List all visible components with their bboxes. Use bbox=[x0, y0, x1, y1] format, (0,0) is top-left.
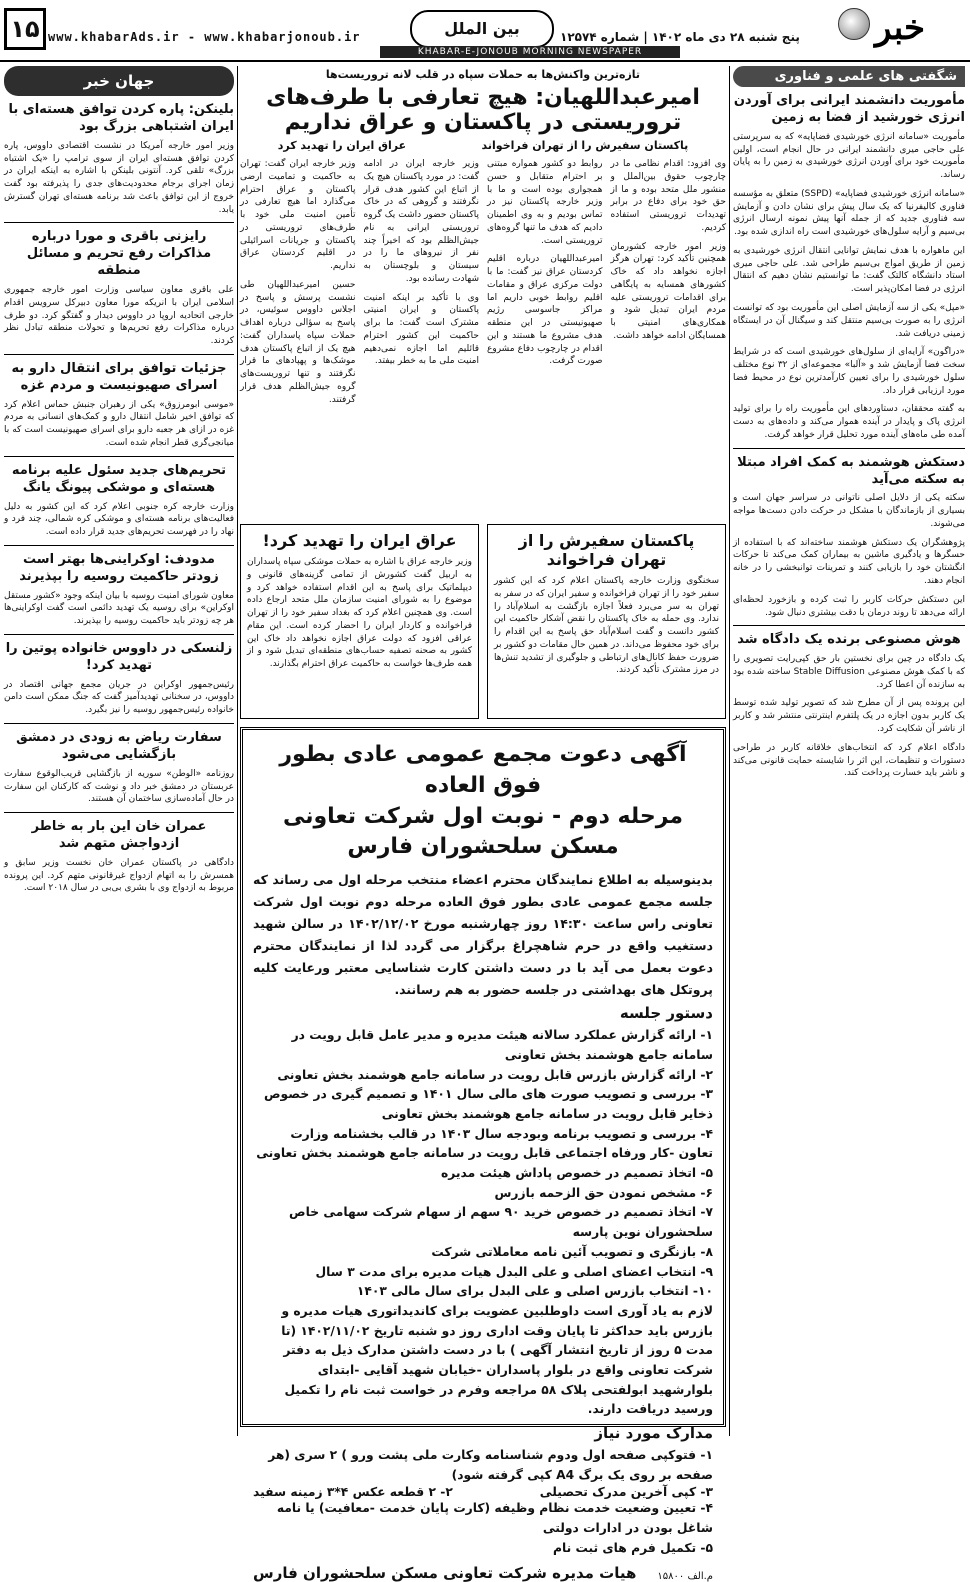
main-story bbox=[240, 66, 726, 1582]
article-paragraph: پژوهشگران یک دستکش هوشمند ساخته‌اند که با استفاده از حسگرها و یادگیری ماشین به بیماران کمک می‌کند تا حرکات انگشتان خود را بازیابی کنند و تمرینات توانبخشی را در خانه انجام دهند. bbox=[733, 537, 965, 586]
agenda-title: دستور جلسه bbox=[619, 1004, 713, 1023]
news-box bbox=[240, 524, 479, 719]
article-paragraph: این پرونده پس از آن مطرح شد که تصویر تولید شده توسط یک کاربر بدون اجازه در یک پلتفرم اینترنتی منتشر شد و کاربر از ناشر آن شکایت کرد. bbox=[733, 698, 965, 735]
article-paragraph: یک دادگاه در چین برای نخستین بار حق کپی‌رایت تصویری را که با کمک هوش مصنوعی Stable Diffusion ساخته شده بود به سازنده آن اعطا کرد. bbox=[733, 654, 965, 690]
website-links[interactable]: www.khabarAds.ir - www.khabarjonoub.ir bbox=[48, 30, 361, 44]
news-text: «موسی ابومرزوق» یکی از رهبران جنبش حماس اعلام کرد که توافق اخیر شامل انتقال دارو و کمک‌های انسانی به مردم غزه در ازای هر جعبه دارو برای اسرای صهیونیست است که با میانجی‌گری قطر انجام شده است. bbox=[4, 399, 234, 448]
ad-signature: هیات مدیره شرکت تعاونی مسکن سلحشوران فارس bbox=[253, 1564, 637, 1582]
article-paragraph: این دستکش حرکات کاربر را ثبت کرده و بازخورد لحظه‌ای ارائه می‌دهد تا روند درمان با دقت بیشتری دنبال شود. bbox=[733, 594, 965, 618]
subhead: پاکستان سفیرش را از تهران فراخواند bbox=[481, 139, 689, 152]
agenda-item: ۳- بررسی و تصویب صورت های مالی سال ۱۴۰۱ و تصمیم گیری در خصوص ذخایر قابل رویت در سامانه جامع هوشمند بخش تعاونی bbox=[263, 1087, 713, 1122]
divider bbox=[4, 456, 234, 457]
science-band: شگفتی های علمی و فناوری bbox=[733, 66, 965, 87]
box-title: پاکستان سفیرش را از تهران فراخواند bbox=[518, 531, 695, 569]
agenda-item: ۴- بررسی و تصویب برنامه وبودجه سال ۱۴۰۳ در قالب بخشنامه وزارت تعاون -کار ورفاه اجتماعی قابل رویت در سامانه جامع هوشمند بخش تعاونی bbox=[256, 1126, 713, 1161]
story-paragraph: امیرعبداللهیان درباره اقلیم کردستان عراق نیز گفت: ما با دولت مرکزی عراق و مقامات اقلیم روابط خوبی داریم اما مراکز جاسوسی رژیم صهیونیستی در این منطقه هدف مشروع ما هستند و این اقدام در چارچوب دفاع مشروع صورت گرفت. bbox=[487, 254, 603, 367]
page-number: ۱۵ bbox=[4, 8, 46, 50]
masthead bbox=[0, 0, 970, 60]
news-title: بلینکن: پاره کردن توافق هسته‌ای با ایران اشتباهی بزرگ بود bbox=[8, 102, 234, 134]
story-paragraph: وی افزود: اقدام نظامی ما در چارچوب حقوق بین‌الملل و منشور ملل متحد بوده و ما از حق خود برای دفاع در برابر تهدیدات تروریستی استفاده کردیم. bbox=[610, 159, 726, 233]
ad-title-line: آگهی دعوت مجمع عمومی عادی بطور فوق العاده bbox=[279, 742, 687, 798]
agenda-item: ۵- اتخاذ تصمیم در خصوص پاداش هیئت مدیره bbox=[440, 1166, 713, 1181]
divider bbox=[4, 222, 234, 223]
story-columns bbox=[240, 158, 726, 518]
story-paragraph: حسین امیرعبداللهیان طی نشست پرسش و پاسخ در اجلاس داووس سوئیس، در پاسخ به سؤالی درباره اهداف حملات سپاه پاسداران گفت: هیچ یک از اتباع پاکستان هدف موشک‌ها و پهپادهای ما قرار نگرفتند و تنها تروریست‌های گروه جیش‌الظلم هدف قرار گرفتند. bbox=[240, 279, 356, 405]
divider bbox=[4, 545, 234, 546]
story-paragraph: روابط دو کشور همواره مبتنی بر احترام متقابل و حسن همجواری بوده است و ما با وزیر خارجه پاکستان نیز در تماس بودیم و به وی اطمینان دادیم که هدف ما تنها گروه‌های تروریستی است. bbox=[487, 159, 603, 246]
doc-row bbox=[253, 1485, 713, 1499]
main-headline: امیرعبداللهیان: هیچ تعارفی با طرف‌های تروریستی در پاکستان و عراق نداریم bbox=[266, 85, 700, 135]
column-divider bbox=[237, 66, 238, 1436]
news-text: وزارت خارجه کره جنوبی اعلام کرد که این کشور به دلیل فعالیت‌های برنامه هسته‌ای و موشکی کره شمالی، چند فرد و نهاد را در فهرست تحریم‌های جدید قرار داده است. bbox=[4, 501, 234, 538]
article-paragraph: دادگاه اعلام کرد که انتخاب‌های خلاقانه کاربر در طراحی دستورات و تنظیمات، این اثر را شایسته حمایت قانونی می‌کند و ناشر باید خسارت پرداخت کند. bbox=[733, 742, 965, 779]
news-title: رایزنی باقری و مورا درباره مذاکرات رفع تحریم و مسائل منطقه bbox=[26, 229, 212, 279]
divider bbox=[4, 812, 234, 813]
news-text: وزیر امور خارجه آمریکا در نشست اقتصادی داووس، پاره کردن توافق هسته‌ای ایران از سوی ترامپ را «یک اشتباه بزرگ» تلقی کرد. آنتونی بلینکن با اشاره به اینکه ایران در زمان اجرای برجام محدودیت‌های جدی را پذیرفته بود گفت خروج از این توافق باعث شد برنامه هسته‌ای تهران گسترش یابد. bbox=[4, 140, 234, 215]
news-title: عمران خان این بار به خاطر ازدواجش متهم شد bbox=[31, 819, 207, 851]
divider bbox=[4, 723, 234, 724]
doc-item: ۴- تعیین وضعیت خدمت نظام وظیفه (کارت پایان خدمت -معافیت) یا نامه شاغل بودن در ادارات دولتی bbox=[276, 1501, 713, 1535]
news-text: معاون شورای امنیت روسیه با بیان اینکه وجود «کشور مستقل اوکراین» برای روسیه یک تهدید دائمی است گفت اوکراینی‌ها هر چه زودتر باید حاکمیت روسیه را بپذیرند. bbox=[4, 590, 234, 627]
meeting-notice-ad bbox=[240, 727, 726, 1582]
article-title: دستکش هوشمند به کمک افراد مبتلا به سکته می‌آید bbox=[737, 454, 965, 487]
science-column bbox=[733, 66, 965, 1436]
agenda-item: ۹- انتخاب اعضای اصلی و علی البدل هیات مدیره برای مدت ۳ سال bbox=[315, 1264, 713, 1279]
story-paragraph: وی با تأکید بر اینکه امنیت پاکستان و ایران امنیتی مشترک است گفت: ما برای حاکمیت این کشور احترام قائلیم اما اجازه نمی‌دهیم امنیت ملی ما به خطر بیفتد. bbox=[363, 292, 479, 367]
world-news-band: جهان خبر bbox=[4, 66, 234, 96]
ad-note: لازم به یاد آوری است داوطلبین عضویت برای کاندیداتوری هیات مدیره و بازرس باید حداکثر تا پایان وقت اداری روز دو شنبه تاریخ ۱۴۰۲/۱۱/۰۲ (تا مدت ۵ روز از تاریخ انتشار آگهی ) با در دست داشتن مدارک ذیل به دفتر شرکت تعاونی واقع در بلوار پاسداران -خیابان شهید آقایی -ابتدای بلوارشهید ابولفتحی پلاک ۵۸ مراجعه وفرم در خواست ثبت نام را تکمیل ورسید دریافت دارند. bbox=[281, 1303, 713, 1417]
story-paragraph: وزیر امور خارجه کشورمان همچنین تأکید کرد: تهران هرگز اجازه نخواهد داد که خاک کشورهای همسایه به پایگاهی برای اقدامات تروریستی علیه مردم ایران تبدیل شود و همکاری‌های امنیتی با همسایگان ادامه خواهد داشت. bbox=[610, 241, 726, 341]
agenda-item: ۱۰- انتخاب بازرس اصلی و علی البدل برای سال مالی ۱۴۰۳ bbox=[356, 1284, 713, 1299]
news-title: زلنسکی در داووس خانواده پوتین را تهدید کرد! bbox=[5, 640, 233, 673]
news-text: رئیس‌جمهور اوکراین در جریان مجمع جهانی اقتصاد در داووس، در سخنانی تهدیدآمیز گفت که جنگ ممکن است دامن خانواده رئیس‌جمهور روسیه را نیز بگیرد. bbox=[4, 679, 234, 716]
news-text: روزنامه «الوطن» سوریه از بازگشایی قریب‌الوقوع سفارت عربستان در دمشق خبر داد و نوشت که کارکنان این سفارت در حال آماده‌سازی ساختمان آن هستند. bbox=[4, 768, 234, 805]
news-text: علی باقری معاون سیاسی وزارت امور خارجه جمهوری اسلامی ایران با انریکه مورا معاون دبیرکل سرویس اقدام خارجی اتحادیه اروپا در داووس دیدار و گفتگو کرد. دو طرف درباره مذاکرات رفع تحریم‌ها و تحولات منطقه تبادل نظر کردند. bbox=[4, 285, 234, 347]
news-title: جزئیات توافق برای انتقال دارو به اسرای صهیونیست و مردم غزه bbox=[11, 360, 227, 393]
article-title: مأموریت دانشمند ایرانی برای آوردن انرژی خورشید از فضا به زمین bbox=[733, 93, 965, 125]
story-paragraph: وزیر خارجه ایران گفت: تهران به حاکمیت و تمامیت ارضی پاکستان و عراق احترام می‌گذارد اما هیچ تعارفی در تأمین امنیت ملی خود با طرف‌های تروریستی در پاکستان و جریانات اسرائیلی در اقلیم کردستان عراق نداریم. bbox=[240, 159, 356, 272]
article-paragraph: این ماهواره با هدف نمایش توانایی انتقال انرژی خورشیدی به زمین از طریق امواج بی‌سیم طراحی شد. علی حاجی میری استاد دانشگاه کالتک گفت: ما توانستیم نشان دهیم که انتقال انرژی در فضا امکان‌پذیر است. bbox=[733, 245, 965, 295]
divider bbox=[733, 625, 965, 626]
doc-item: ۵- تکمیل فرم های ثبت نام bbox=[552, 1540, 713, 1555]
news-box bbox=[487, 524, 726, 719]
header-rule bbox=[0, 60, 970, 62]
article-paragraph: مأموریت «سامانه انرژی خورشیدی فضا‌پایه» که به سرپرستی علی حاجی میری دانشمند ایرانی در حال انجام است، اولین مأموریت خود برای آوردن انرژی خورشیدی به زمین را به پایان رساند. bbox=[733, 131, 965, 181]
ad-intro: بدینوسیله به اطلاع نمایندگان محترم اعضاء منتخب مرحله اول می رساند که جلسه مجمع عمومی عادی بطور فوق العاده مرحله دوم نوبت اول شرکت تعاونی راس ساعت ۱۴:۳۰ روز چهارشنبه مورخ ۱۴۰۲/۱۲/۰۲ در سالن شهید دستغیب واقع در حرم شاهچراغ برگزار می گردد لذا از نمایندگان محترم دعوت بعمل می آید با در دست داشتن کارت شناسایی معتبر ورعایت کلیه پروتکل های بهداشتی در جلسه حضور به هم رسانند. bbox=[253, 872, 713, 997]
section-tag: بین الملل bbox=[410, 10, 554, 48]
headline-kicker: تازه‌ترین واکنش‌ها به حملات سپاه در قلب لانه تروریست‌ها bbox=[325, 68, 641, 81]
english-subtitle: KHABAR-E-JONOUB MORNING NEWSPAPER bbox=[380, 46, 680, 58]
box-text: سخنگوی وزارت خارجه پاکستان اعلام کرد که این کشور سفیر خود را از تهران فراخوانده و سفیر ایران که در سفر به تهران به سر می‌برد فعلاً اجازه بازگشت به اسلام‌آباد را ندارد. وی حمله به خاک پاکستان را نقض آشکار حاکمیت این کشور دانست و گفت اسلام‌آباد حق پاسخ به این اقدام را برای خود محفوظ می‌داند. در همین حال مقامات دو کشور بر ضرورت حفظ کانال‌های ارتباطی و جلوگیری از تشدید تنش‌ها در مرز مشترک تأکید کردند. bbox=[494, 576, 719, 676]
ad-code: م.الف ۱۵۸۰۰ bbox=[657, 1571, 713, 1582]
column-divider bbox=[729, 66, 730, 1436]
doc-item: ۳- کپی آخرین مدرک تحصیلی bbox=[539, 1485, 713, 1500]
divider bbox=[733, 448, 965, 449]
agenda-item: ۱- ارائه گزارش عملکرد سالانه هیئت مدیره و مدیر عامل قابل رویت در سامانه جامع هوشمند بخش تعاونی bbox=[291, 1028, 713, 1063]
divider bbox=[4, 634, 234, 635]
story-column bbox=[364, 158, 480, 518]
newspaper-logo: خبر bbox=[874, 8, 926, 48]
story-column bbox=[487, 158, 603, 518]
ad-footer bbox=[253, 1564, 713, 1582]
article-paragraph: «سامانه انرژی خورشیدی فضاپایه» (SSPD) متعلق به مؤسسه فناوری کالیفرنیا که یک سال پیش برای نشان دادن و آزمایش سه فناوری جدید که از جمله آنها پیش نمونه ارسال انرژی بی‌سیم و آرایه سلول‌های خورشیدی است راه اندازی شده بود. bbox=[733, 188, 965, 238]
doc-item: ۱- فتوکپی صفحه اول ودوم شناسنامه وکارت ملی پشت ورو ) ۲ سری (هر صفحه بر روی یک برگ A4 کپی گرفته شود) bbox=[268, 1447, 713, 1482]
box-title: عراق ایران را تهدید کرد! bbox=[262, 531, 457, 550]
story-column bbox=[240, 158, 356, 518]
side-boxes bbox=[240, 524, 726, 719]
docs-title: مدارک مورد نیاز bbox=[594, 1423, 713, 1442]
agenda-item: ۲- ارائه گزارش بازرس قابل رویت در سامانه جامع هوشمند بخش تعاونی bbox=[277, 1067, 713, 1082]
agenda-item: ۶- مشخص نمودن حق الزحمه بازرس bbox=[494, 1185, 713, 1200]
story-paragraph: وزیر خارجه ایران در ادامه گفت: در مورد پاکستان هیچ یک از اتباع این کشور هدف قرار نگرفتند و گروهی که در خاک پاکستان حضور داشت یک گروه تروریستی ایرانی به نام جیش‌الظلم بود که اخیراً چند نفر از نیروهای ما را در سیستان و بلوچستان به شهادت رسانده بود. bbox=[363, 159, 479, 284]
issue-date: پنج شنبه ۲۸ دی ماه ۱۴۰۲ | شماره ۱۲۵۷۴ bbox=[560, 30, 800, 44]
news-title: تحریم‌های جدید سئول علیه برنامه هسته‌ای و موشکی پیونگ یانگ bbox=[11, 462, 227, 495]
article-paragraph: «دراگون» آرایه‌ای از سلول‌های خورشیدی است که در شرایط سخت فضا آزمایش شد و «آلبا» مجموعه‌ای از ۳۲ نوع مختلف سلول خورشیدی را برای تعیین کارآمدترین نوع در محیط فضا مورد ارزیابی قرار داد. bbox=[733, 347, 965, 396]
ad-title-line: مرحله دوم - نوبت اول شرکت تعاونی مسکن سلحشوران فارس bbox=[282, 803, 684, 860]
article-paragraph: سکته یکی از دلایل اصلی ناتوانی در سراسر جهان است و بسیاری از بازماندگان با مشکل در حرکت دادن دست‌ها مواجه می‌شوند. bbox=[733, 493, 965, 529]
news-title: سفارت ریاض به زودی در دمشق بازگشایی می‌شود bbox=[16, 729, 222, 762]
world-news-column bbox=[4, 66, 234, 1436]
box-text: وزیر خارجه عراق با اشاره به حملات موشکی سپاه پاسداران به اربیل گفت کشورش از تمامی گزینه‌های قانونی و دیپلماتیک برای پاسخ به این اقدام استفاده خواهد کرد و موضوع را به شورای امنیت سازمان ملل متحد ارجاع داده است. وی همچنین اعلام کرد که بغداد سفیر خود را از تهران فراخوانده و کاردار ایران را احضار کرده است. این مقام عراقی افزود که دولت عراق اجازه نخواهد داد خاک این کشور به صحنه تصفیه حساب‌های منطقه‌ای تبدیل شود و از همه طرف‌ها خواست به حاکمیت عراق احترام بگذارند. bbox=[247, 557, 472, 670]
story-column bbox=[611, 158, 727, 518]
divider bbox=[4, 354, 234, 355]
article-paragraph: «مپل» یکی از سه آزمایش اصلی این مأموریت بود که توانست انرژی را به صورت بی‌سیم منتقل کند و سیگنال آن در ایستگاه زمینی دریافت شد. bbox=[733, 302, 965, 339]
news-text: دادگاهی در پاکستان عمران خان نخست وزیر سابق و همسرش را به اتهام ازدواج غیرقانونی متهم کرد. این پرونده مربوط به ازدواج وی با بشری بی‌بی در سال ۲۰۱۸ است. bbox=[4, 857, 234, 894]
subheads bbox=[240, 139, 726, 152]
doc-item: ۲- ۲ قطعه عکس ۴*۳ زمینه سفید bbox=[253, 1485, 453, 1500]
news-title: مدودف: اوکراینی‌ها بهتر است زودتر حاکمیت روسیه را بپذیرند bbox=[19, 551, 219, 584]
agenda-item: ۸- بازنگری و تصویب آئین نامه معاملاتی شرکت bbox=[431, 1244, 713, 1259]
subhead: عراق ایران را تهدید کرد bbox=[277, 139, 407, 152]
agenda-item: ۷- اتخاذ تصمیم در خصوص خرید ۹۰ سهم از سهام شرکت سهامی خاص سلحشوران نوین پارسه bbox=[289, 1205, 713, 1240]
ad-title bbox=[253, 740, 713, 863]
article-title: هوش مصنوعی برنده یک دادگاه شد bbox=[737, 632, 961, 648]
article-paragraph: به گفته محققان، دستاوردهای این مأموریت راه را برای تولید انرژی پاک و پایدار در آینده هموار می‌کند و داده‌های به دست آمده طی ماه‌های آینده مورد تحلیل قرار خواهد گرفت. bbox=[733, 404, 965, 440]
